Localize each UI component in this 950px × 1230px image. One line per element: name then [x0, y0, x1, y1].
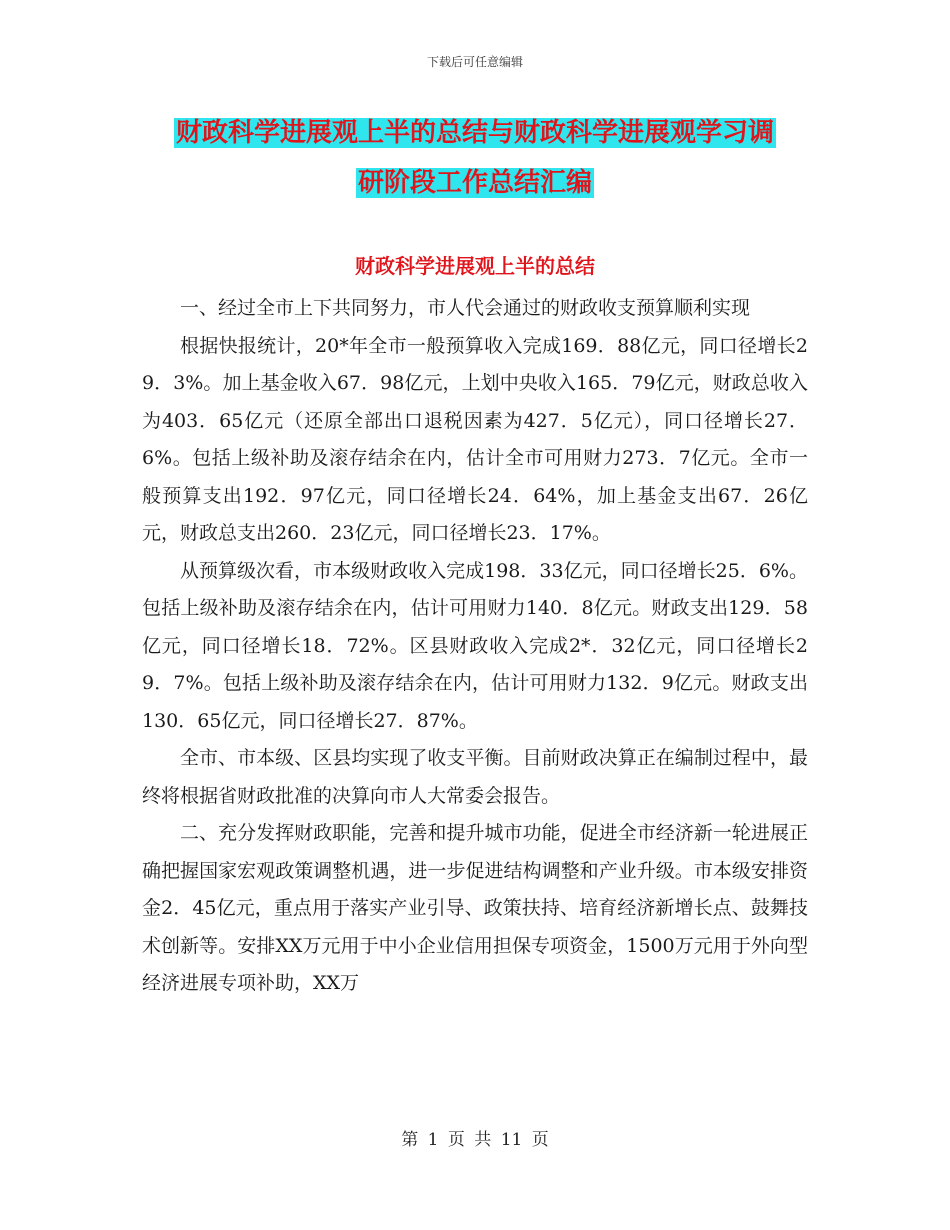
paragraph: 全市、市本级、区县均实现了收支平衡。目前财政决算正在编制过程中，最终将根据省财政批准的决算向市人大常委会报告。 — [142, 747, 808, 807]
section-title: 财政科学进展观上半的总结 — [355, 254, 595, 278]
paragraph: 根据快报统计，20*年全市一般预算收入完成169．88亿元，同口径增长29．3%。加上基金收入67．98亿元，上划中央收入165．79亿元，财政总收入为403．65亿元（还原全部出口退税因素为427．5亿元），同口径增长27．6%。包括上级补助及滚存结余在内，估计全市可用财力273．7亿元。全市一般预算支出192．97亿元，同口径增长24．64%，加上基金支出67．26亿元，财政总支出260．23亿元，同口径增长23．17%。 — [142, 334, 808, 544]
document-body — [142, 290, 808, 1003]
document-title-line-1: 财政科学进展观上半的总结与财政科学进展观学习调 — [175, 118, 774, 148]
page-header-note: 下载后可任意编辑 — [426, 55, 523, 69]
document-title-line-2: 研阶段工作总结汇编 — [357, 168, 592, 198]
paragraph: 二、充分发挥财政职能，完善和提升城市功能，促进全市经济新一轮进展正确把握国家宏观政策调整机遇，进一步促进结构调整和产业升级。市本级安排资金2．45亿元，重点用于落实产业引导、政策扶持、培育经济新增长点、鼓舞技术创新等。安排XX万元用于中小企业信用担保专项资金，1500万元用于外向型经济进展专项补助，XX万 — [142, 822, 808, 994]
paragraph: 从预算级次看，市本级财政收入完成198．33亿元，同口径增长25．6%。包括上级补助及滚存结余在内，估计可用财力140．8亿元。财政支出129．58亿元，同口径增长18．72%。区县财政收入完成2*．32亿元，同口径增长29．7%。包括上级补助及滚存结余在内，估计可用财力132．9亿元。财政支出130．65亿元，同口径增长27．87%。 — [142, 559, 808, 732]
document-title — [140, 108, 810, 208]
page-footer: 第 1 页 共 11 页 — [401, 1130, 549, 1150]
paragraph: 一、经过全市上下共同努力，市人代会通过的财政收支预算顺利实现 — [180, 297, 751, 319]
